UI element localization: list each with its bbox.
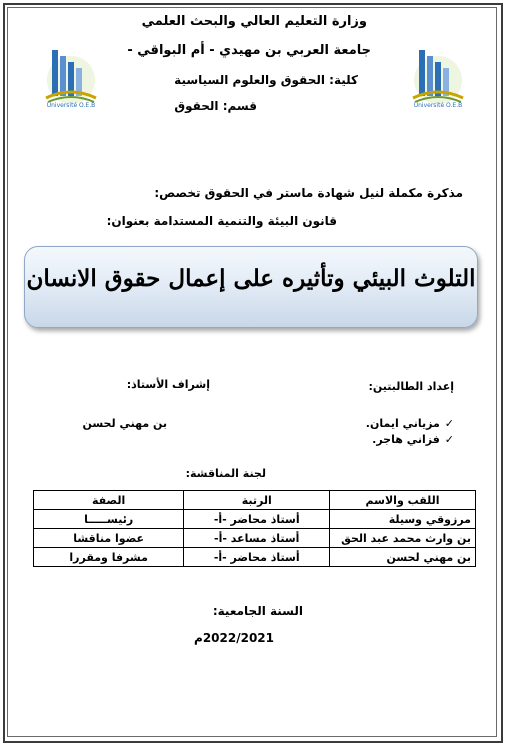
table-header-rank: الرتبة: [184, 491, 330, 510]
memo-line-1: مذكرة مكملة لنيل شهادة ماستر في الحقوق تخصص:: [154, 186, 463, 200]
university-logo-left: [38, 40, 104, 112]
logo-caption: Université O.E.B: [46, 102, 96, 109]
table-row: [34, 529, 476, 548]
table-cell-rank: أستاذ مساعد -أ-: [184, 529, 330, 548]
student-item-2: [372, 433, 454, 446]
table-cell-name: بن وارث محمد عبد الحق: [330, 529, 476, 548]
faculty-name: كلية: الحقوق والعلوم السياسية: [174, 73, 358, 87]
table-cell-role: مشرفا ومقررا: [34, 548, 184, 567]
student-item-1: [366, 417, 454, 430]
check-icon: ✓: [444, 433, 454, 446]
thesis-title-box: [24, 246, 478, 328]
department-name: قسم: الحقوق: [174, 99, 257, 113]
table-cell-role: رئيســـــا: [34, 510, 184, 529]
ministry-name: وزارة التعليم العالي والبحث العلمي: [141, 14, 367, 29]
committee-label: لجنة المناقشة:: [185, 467, 266, 480]
check-icon: ✓: [444, 417, 454, 430]
table-header-name: اللقب والاسم: [330, 491, 476, 510]
table-header-role: الصفة: [34, 491, 184, 510]
table-row: [34, 548, 476, 567]
committee-table: [33, 490, 476, 567]
academic-year-value: 2022/2021م: [194, 631, 274, 645]
thesis-title: التلوث البيئي وتأثيره على إعمال حقوق الانسان: [26, 265, 476, 292]
logo-caption: Université O.E.B: [413, 102, 463, 109]
table-cell-role: عضوا مناقشا: [34, 529, 184, 548]
table-cell-name: بن مهني لحسن: [330, 548, 476, 567]
supervision-label: إشراف الأستاذ:: [126, 378, 210, 391]
memo-line-2: قانون البيئة والتنمية المستدامة بعنوان:: [106, 214, 337, 228]
table-header-row: [34, 491, 476, 510]
table-cell-rank: أستاذ محاضر -أ-: [184, 510, 330, 529]
table-cell-rank: أستاذ محاضر -أ-: [184, 548, 330, 567]
university-name: جامعة العربي بن مهيدي - أم البواقي -: [127, 43, 371, 58]
student-name-2: فزاني هاجر.: [372, 433, 440, 446]
prepared-by-label: إعداد الطالبتين:: [368, 380, 454, 393]
table-row: [34, 510, 476, 529]
page-inner-border: [7, 7, 497, 737]
university-logo-right: [405, 40, 471, 112]
supervisor-name: بن مهني لحسن: [82, 417, 167, 430]
table-cell-name: مرزوقي وسيلة: [330, 510, 476, 529]
academic-year-label: السنة الجامعية:: [212, 604, 303, 618]
student-name-1: مزياني ايمان.: [365, 417, 440, 430]
